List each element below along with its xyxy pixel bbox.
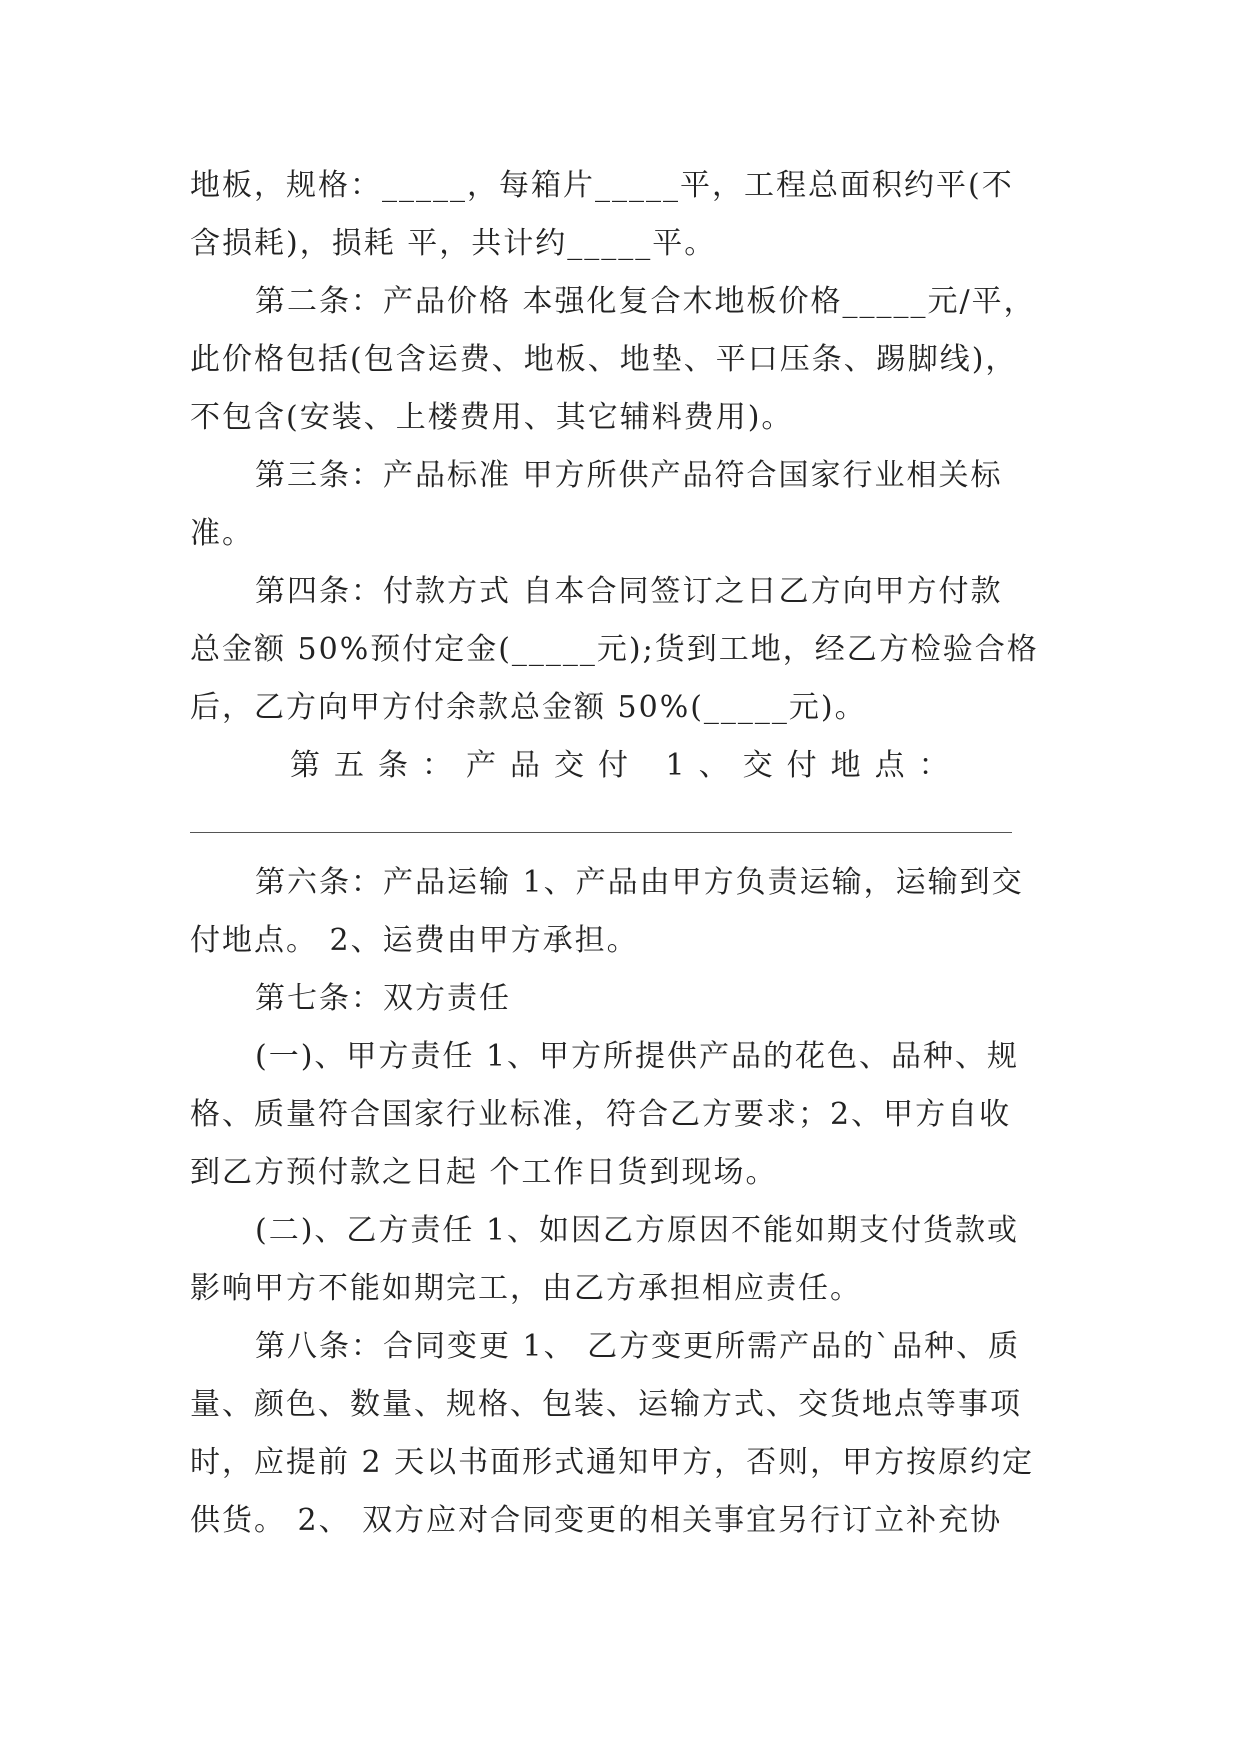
text-line: 量、颜色、数量、规格、包装、运输方式、交货地点等事项 bbox=[190, 1387, 1022, 1422]
article-3-heading: 第三条：产品标准 甲方所供产品符合国家行业相关标 bbox=[255, 458, 1003, 493]
text-line: 付地点。 2、运费由甲方承担。 bbox=[190, 923, 639, 958]
text-line: 格、质量符合国家行业标准，符合乙方要求；2、甲方自收 bbox=[190, 1097, 1012, 1132]
text-line: 地板，规格：_____，每箱片_____平，工程总面积约平(不 bbox=[190, 168, 1014, 203]
text-line: 到乙方预付款之日起 个工作日货到现场。 bbox=[190, 1155, 778, 1190]
article-6-heading: 第六条：产品运输 1、产品由甲方负责运输，运输到交 bbox=[255, 865, 1024, 900]
delivery-place-blank-line bbox=[190, 832, 1012, 833]
text-line: 时，应提前 2 天以书面形式通知甲方，否则，甲方按原约定 bbox=[190, 1445, 1035, 1480]
text-line: 准。 bbox=[190, 516, 254, 551]
text-line: 后，乙方向甲方付余款总金额 50%(_____元)。 bbox=[190, 690, 867, 725]
text-line: 含损耗)，损耗 平，共计约_____平。 bbox=[190, 226, 717, 261]
party-a-duties: (一)、甲方责任 1、甲方所提供产品的花色、品种、规 bbox=[255, 1039, 1020, 1074]
text-line: 影响甲方不能如期完工，由乙方承担相应责任。 bbox=[190, 1271, 862, 1306]
article-5-heading: 第五条：产品交付 1、交付地点： bbox=[290, 748, 963, 783]
text-line: 供货。 2、 双方应对合同变更的相关事宜另行订立补充协 bbox=[190, 1503, 1003, 1538]
party-b-duties: (二)、乙方责任 1、如因乙方原因不能如期支付货款或 bbox=[255, 1213, 1020, 1248]
text-line: 总金额 50%预付定金(_____元);货到工地，经乙方检验合格 bbox=[190, 632, 1039, 667]
article-7-heading: 第七条：双方责任 bbox=[255, 981, 511, 1016]
article-4-heading: 第四条：付款方式 自本合同签订之日乙方向甲方付款 bbox=[255, 574, 1003, 609]
article-8-heading: 第八条：合同变更 1、 乙方变更所需产品的`品种、质 bbox=[255, 1329, 1021, 1364]
article-2-heading: 第二条：产品价格 本强化复合木地板价格_____元/平， bbox=[255, 284, 1036, 319]
text-line: 此价格包括(包含运费、地板、地垫、平口压条、踢脚线)， bbox=[190, 342, 1018, 377]
text-line: 不包含(安装、上楼费用、其它辅料费用)。 bbox=[190, 400, 794, 435]
